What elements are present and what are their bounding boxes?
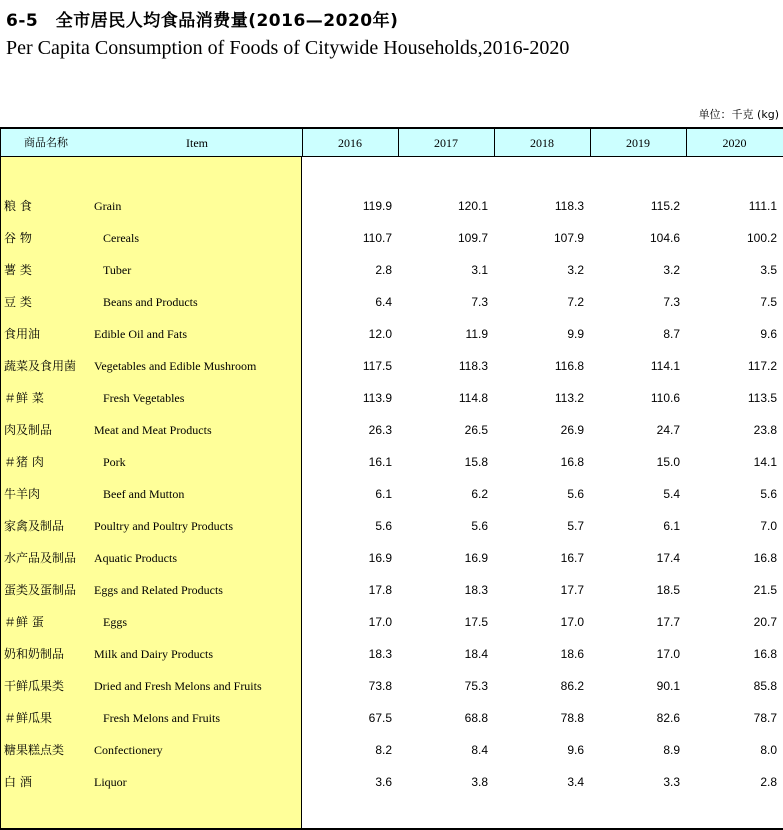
cell-value-2017: 109.7 (457, 231, 488, 245)
row-name-cn: 豆 类 (4, 295, 32, 309)
cell-value-2016: 6.4 (375, 295, 392, 309)
cell-value-2018: 3.2 (567, 263, 584, 277)
cell-value-2017: 16.9 (464, 551, 488, 565)
table-header (0, 127, 783, 157)
row-name-cn: 薯 类 (4, 263, 32, 277)
row-name-en: Eggs (103, 615, 127, 629)
table-row (0, 478, 783, 510)
cell-value-2019: 18.5 (656, 583, 680, 597)
cell-value-2016: 67.5 (368, 711, 392, 725)
cell-value-2018: 18.6 (560, 647, 584, 661)
cell-value-2017: 17.5 (464, 615, 488, 629)
cell-value-2020: 111.1 (748, 199, 777, 213)
cell-value-2020: 21.5 (753, 583, 777, 597)
row-name-en: Tuber (103, 263, 132, 277)
table-row (0, 734, 783, 766)
header-divider (398, 129, 399, 157)
row-name-en: Confectionery (94, 743, 163, 757)
header-year-2018: 2018 (530, 136, 554, 150)
cell-value-2018: 9.9 (567, 327, 584, 341)
cell-value-2019: 17.4 (656, 551, 680, 565)
cell-value-2019: 3.2 (663, 263, 680, 277)
row-name-cn: ＃鲜 菜 (4, 391, 44, 405)
cell-value-2016: 8.2 (375, 743, 392, 757)
table-row (0, 254, 783, 286)
cell-value-2017: 26.5 (464, 423, 488, 437)
cell-value-2017: 5.6 (471, 519, 488, 533)
header-divider (302, 129, 303, 157)
cell-value-2017: 18.3 (464, 583, 488, 597)
unit-label: 单位：千克 (kg) (698, 108, 779, 121)
cell-value-2016: 12.0 (368, 327, 392, 341)
row-name-en: Vegetables and Edible Mushroom (94, 359, 257, 373)
cell-value-2019: 115.2 (650, 199, 680, 213)
title-chinese: 6-5 全市居民人均食品消费量(2016—2020年) (6, 11, 399, 31)
header-divider (494, 129, 495, 157)
row-name-cn: 糖果糕点类 (4, 743, 65, 757)
header-year-2019: 2019 (626, 136, 650, 150)
cell-value-2019: 7.3 (663, 295, 680, 309)
cell-value-2017: 75.3 (464, 679, 488, 693)
cell-value-2020: 8.0 (760, 743, 777, 757)
row-name-en: Milk and Dairy Products (94, 647, 213, 661)
cell-value-2017: 18.4 (464, 647, 488, 661)
cell-value-2020: 7.5 (760, 295, 777, 309)
cell-value-2020: 16.8 (753, 647, 777, 661)
cell-value-2020: 78.7 (753, 711, 777, 725)
header-year-2017: 2017 (434, 136, 458, 150)
table-row (0, 446, 783, 478)
cell-value-2016: 119.9 (362, 199, 392, 213)
header-divider (590, 129, 591, 157)
cell-value-2017: 8.4 (471, 743, 488, 757)
cell-value-2016: 73.8 (368, 679, 392, 693)
header-year-2020: 2020 (722, 136, 747, 150)
cell-value-2019: 3.3 (663, 775, 680, 789)
cell-value-2018: 26.9 (560, 423, 584, 437)
cell-value-2017: 7.3 (471, 295, 488, 309)
cell-value-2018: 5.6 (567, 487, 584, 501)
cell-value-2020: 14.1 (753, 455, 777, 469)
table-row (0, 670, 783, 702)
cell-value-2019: 90.1 (656, 679, 680, 693)
cell-value-2019: 104.6 (649, 231, 680, 245)
cell-value-2018: 78.8 (560, 711, 584, 725)
table-row (0, 606, 783, 638)
row-name-en: Liquor (94, 775, 127, 789)
row-name-cn: 蔬菜及食用菌 (4, 359, 77, 373)
cell-value-2018: 3.4 (567, 775, 584, 789)
cell-value-2019: 17.0 (656, 647, 680, 661)
cell-value-2019: 82.6 (656, 711, 680, 725)
cell-value-2020: 113.5 (747, 391, 777, 405)
cell-value-2020: 117.2 (747, 359, 777, 373)
row-name-cn: ＃鲜 蛋 (4, 615, 44, 629)
cell-value-2016: 16.1 (368, 455, 392, 469)
cell-value-2020: 9.6 (760, 327, 777, 341)
cell-value-2016: 18.3 (368, 647, 392, 661)
cell-value-2016: 110.7 (362, 231, 392, 245)
cell-value-2016: 5.6 (375, 519, 392, 533)
cell-value-2019: 5.4 (663, 487, 680, 501)
row-name-cn: 白 酒 (4, 775, 32, 789)
cell-value-2020: 3.5 (760, 263, 777, 277)
table-row (0, 574, 783, 606)
header-divider (686, 129, 687, 157)
cell-value-2019: 114.1 (650, 359, 680, 373)
cell-value-2018: 7.2 (567, 295, 584, 309)
table-row (0, 318, 783, 350)
row-name-en: Beef and Mutton (103, 487, 185, 501)
row-name-en: Pork (103, 455, 126, 469)
cell-value-2020: 85.8 (753, 679, 777, 693)
cell-value-2018: 107.9 (553, 231, 584, 245)
table-row (0, 766, 783, 798)
cell-value-2018: 17.7 (560, 583, 584, 597)
header-name-cn: 商品名称 (24, 136, 68, 149)
row-name-cn: 牛羊肉 (4, 487, 41, 501)
row-name-en: Dried and Fresh Melons and Fruits (94, 679, 262, 693)
row-name-cn: 奶和奶制品 (4, 647, 65, 661)
row-name-cn: ＃鲜瓜果 (4, 711, 53, 725)
cell-value-2019: 8.9 (663, 743, 680, 757)
cell-value-2019: 15.0 (656, 455, 680, 469)
cell-value-2019: 110.6 (650, 391, 680, 405)
cell-value-2016: 16.9 (368, 551, 392, 565)
row-name-cn: 干鲜瓜果类 (4, 679, 65, 693)
cell-value-2017: 3.1 (471, 263, 488, 277)
row-name-cn: 食用油 (4, 327, 41, 341)
row-name-cn: 肉及制品 (4, 423, 53, 437)
row-name-en: Meat and Meat Products (94, 423, 212, 437)
cell-value-2016: 113.9 (362, 391, 392, 405)
cell-value-2020: 7.0 (760, 519, 777, 533)
header-divider (0, 129, 1, 157)
cell-value-2017: 118.3 (458, 359, 488, 373)
cell-value-2018: 86.2 (560, 679, 584, 693)
row-name-en: Aquatic Products (94, 551, 177, 565)
row-name-cn: 水产品及制品 (4, 551, 77, 565)
header-year-2016: 2016 (338, 136, 362, 150)
table-row (0, 286, 783, 318)
cell-value-2017: 114.8 (458, 391, 488, 405)
cell-value-2018: 118.3 (554, 199, 584, 213)
cell-value-2020: 2.8 (760, 775, 777, 789)
cell-value-2018: 16.7 (560, 551, 584, 565)
cell-value-2017: 11.9 (465, 327, 488, 341)
cell-value-2017: 6.2 (471, 487, 488, 501)
row-name-cn: 家禽及制品 (4, 519, 65, 533)
data-table (0, 127, 783, 830)
table-row (0, 510, 783, 542)
cell-value-2017: 15.8 (464, 455, 488, 469)
row-name-en: Fresh Vegetables (103, 391, 185, 405)
row-name-en: Edible Oil and Fats (94, 327, 187, 341)
cell-value-2018: 5.7 (567, 519, 584, 533)
row-name-en: Beans and Products (103, 295, 198, 309)
row-name-en: Grain (94, 199, 122, 213)
cell-value-2018: 17.0 (560, 615, 584, 629)
cell-value-2017: 68.8 (464, 711, 488, 725)
cell-value-2019: 24.7 (656, 423, 680, 437)
cell-value-2018: 113.2 (554, 391, 584, 405)
cell-value-2019: 6.1 (663, 519, 680, 533)
cell-value-2018: 16.8 (560, 455, 584, 469)
row-name-cn: ＃猪 肉 (4, 455, 44, 469)
cell-value-2017: 120.1 (457, 199, 488, 213)
cell-value-2016: 17.8 (368, 583, 392, 597)
cell-value-2016: 6.1 (375, 487, 392, 501)
cell-value-2020: 16.8 (753, 551, 777, 565)
row-name-cn: 谷 物 (4, 231, 32, 245)
cell-value-2016: 2.8 (375, 263, 392, 277)
cell-value-2020: 23.8 (753, 423, 777, 437)
table-row (0, 638, 783, 670)
row-name-cn: 粮 食 (4, 199, 32, 213)
cell-value-2016: 17.0 (368, 615, 392, 629)
table-row (0, 414, 783, 446)
table-row (0, 702, 783, 734)
table-row (0, 350, 783, 382)
cell-value-2018: 116.8 (554, 359, 584, 373)
cell-value-2020: 20.7 (753, 615, 777, 629)
cell-value-2016: 3.6 (375, 775, 392, 789)
table-row (0, 542, 783, 574)
row-name-en: Fresh Melons and Fruits (103, 711, 220, 725)
table-row (0, 382, 783, 414)
cell-value-2016: 26.3 (368, 423, 392, 437)
cell-value-2020: 100.2 (746, 231, 777, 245)
cell-value-2018: 9.6 (567, 743, 584, 757)
row-name-en: Eggs and Related Products (94, 583, 223, 597)
cell-value-2019: 17.7 (656, 615, 680, 629)
row-name-en: Poultry and Poultry Products (94, 519, 234, 533)
cell-value-2016: 117.5 (362, 359, 392, 373)
header-item: Item (186, 136, 208, 150)
cell-value-2020: 5.6 (760, 487, 777, 501)
cell-value-2017: 3.8 (471, 775, 488, 789)
row-name-en: Cereals (103, 231, 139, 245)
table-row (0, 190, 783, 222)
cell-value-2019: 8.7 (663, 327, 680, 341)
row-name-cn: 蛋类及蛋制品 (4, 583, 77, 597)
title-english: Per Capita Consumption of Foods of Citywide Households,2016-2020 (6, 37, 570, 59)
table-row (0, 222, 783, 254)
